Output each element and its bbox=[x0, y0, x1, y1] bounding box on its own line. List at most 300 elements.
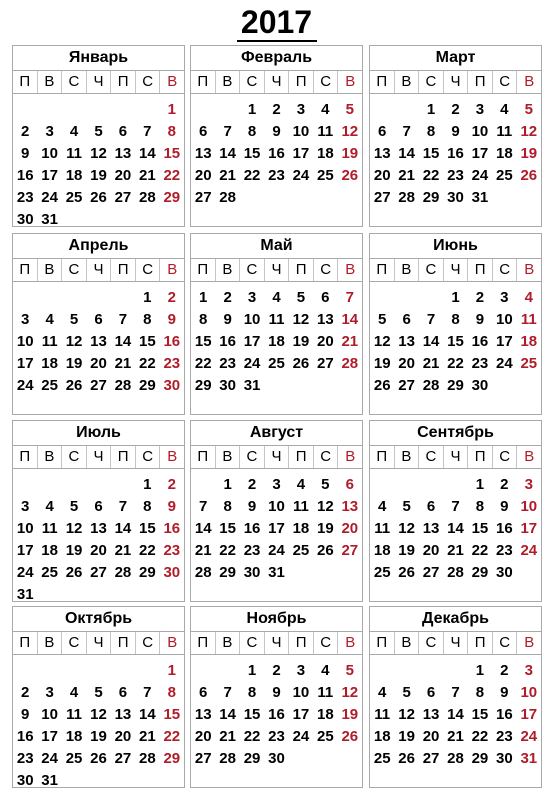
day-cell: 8 bbox=[451, 311, 460, 328]
day-cell: 15 bbox=[422, 145, 440, 162]
weekday-label: Ч bbox=[444, 446, 469, 468]
day-cell: 27 bbox=[114, 189, 132, 206]
day-cell: 5 bbox=[69, 311, 79, 328]
weekday-label: В bbox=[345, 73, 356, 90]
weekday-label: С bbox=[136, 446, 161, 468]
day-cell: 7 bbox=[223, 684, 232, 701]
day-cell: 2 bbox=[21, 684, 30, 701]
day-cell: 23 bbox=[268, 167, 285, 184]
day-cell: 28 bbox=[139, 189, 156, 206]
day-cell: 28 bbox=[219, 750, 236, 767]
day-cell: 5 bbox=[378, 311, 387, 328]
day-cell: 12 bbox=[520, 123, 538, 140]
month-block bbox=[12, 420, 185, 602]
day-cell: 3 bbox=[296, 662, 306, 679]
weekday-header bbox=[13, 71, 184, 94]
day-cell: 10 bbox=[292, 684, 310, 701]
day-cell: 12 bbox=[90, 145, 107, 162]
day-cell: 3 bbox=[296, 101, 306, 118]
day-cell: 25 bbox=[496, 167, 513, 184]
weekday-label: С bbox=[314, 71, 339, 93]
day-cell: 6 bbox=[118, 123, 128, 140]
day-cell: 2 bbox=[247, 476, 257, 493]
day-cell: 30 bbox=[16, 772, 34, 789]
day-cell: 15 bbox=[447, 333, 464, 350]
day-cell: 9 bbox=[223, 311, 232, 328]
day-cell: 26 bbox=[317, 542, 334, 559]
day-cell: 16 bbox=[16, 728, 34, 745]
day-cell: 12 bbox=[398, 706, 415, 723]
day-cell: 17 bbox=[16, 355, 34, 372]
day-cell: 29 bbox=[163, 750, 181, 767]
day-cell: 5 bbox=[69, 498, 79, 515]
weekday-label: С bbox=[314, 446, 339, 468]
year-underline bbox=[237, 40, 317, 42]
day-cell: 3 bbox=[524, 662, 533, 679]
day-cell: 24 bbox=[268, 542, 285, 559]
day-cell: 19 bbox=[65, 355, 83, 372]
day-cell: 17 bbox=[16, 542, 34, 559]
empty-cell bbox=[215, 99, 239, 121]
weekday-label: П bbox=[191, 446, 216, 468]
day-cell: 10 bbox=[243, 311, 261, 328]
month-block bbox=[190, 233, 363, 415]
weekday-label: П bbox=[191, 71, 216, 93]
year-title: 2017 bbox=[240, 4, 313, 40]
weekday-label: В bbox=[167, 261, 178, 278]
day-cell: 24 bbox=[496, 355, 513, 372]
day-cell: 21 bbox=[422, 355, 440, 372]
empty-cell bbox=[443, 660, 467, 682]
day-cell: 12 bbox=[292, 311, 310, 328]
day-cell: 27 bbox=[90, 377, 107, 394]
weekday-label: Ч bbox=[87, 71, 112, 93]
day-cell: 22 bbox=[139, 355, 156, 372]
weekday-label: П bbox=[468, 71, 493, 93]
weekday-label: С bbox=[419, 446, 444, 468]
day-cell: 2 bbox=[167, 476, 176, 493]
day-cell: 2 bbox=[451, 101, 460, 118]
weekday-label: П bbox=[191, 259, 216, 281]
day-cell: 30 bbox=[496, 750, 513, 767]
day-cell: 27 bbox=[194, 189, 212, 206]
day-cell: 7 bbox=[426, 311, 436, 328]
weekday-label: Ч bbox=[444, 71, 469, 93]
day-cell: 17 bbox=[292, 706, 310, 723]
day-cell: 31 bbox=[243, 377, 261, 394]
weekday-label: С bbox=[240, 259, 265, 281]
day-cell: 12 bbox=[341, 684, 359, 701]
empty-cell bbox=[370, 287, 394, 309]
empty-cell bbox=[62, 99, 86, 121]
day-cell: 21 bbox=[139, 167, 156, 184]
weekday-label: В bbox=[345, 261, 356, 278]
day-cell: 11 bbox=[66, 145, 82, 162]
day-cell: 6 bbox=[378, 123, 387, 140]
weekday-label: В bbox=[395, 259, 420, 281]
day-cell: 14 bbox=[114, 520, 132, 537]
day-cell: 7 bbox=[199, 498, 208, 515]
day-cell: 5 bbox=[345, 101, 354, 118]
day-cell: 29 bbox=[139, 564, 156, 581]
empty-cell bbox=[86, 99, 110, 121]
day-cell: 16 bbox=[163, 333, 181, 350]
day-grid bbox=[191, 655, 362, 770]
day-cell: 14 bbox=[194, 520, 212, 537]
day-cell: 17 bbox=[520, 520, 538, 537]
day-cell: 4 bbox=[69, 684, 79, 701]
day-cell: 28 bbox=[398, 189, 415, 206]
day-cell: 15 bbox=[139, 333, 156, 350]
day-cell: 6 bbox=[321, 289, 330, 306]
weekday-label: С bbox=[136, 259, 161, 281]
day-cell: 23 bbox=[16, 189, 34, 206]
month-name: Июль bbox=[13, 421, 184, 446]
month-block bbox=[190, 45, 363, 227]
day-cell: 2 bbox=[223, 289, 232, 306]
day-cell: 4 bbox=[45, 311, 54, 328]
day-cell: 15 bbox=[163, 706, 181, 723]
day-cell: 25 bbox=[520, 355, 538, 372]
day-cell: 14 bbox=[422, 333, 440, 350]
day-cell: 5 bbox=[321, 476, 330, 493]
day-cell: 3 bbox=[45, 684, 54, 701]
day-cell: 12 bbox=[65, 520, 83, 537]
weekday-label: П bbox=[370, 71, 395, 93]
day-cell: 10 bbox=[471, 123, 489, 140]
day-cell: 8 bbox=[223, 498, 232, 515]
day-cell: 25 bbox=[65, 189, 83, 206]
empty-cell bbox=[62, 474, 86, 496]
month-block bbox=[12, 45, 185, 227]
day-cell: 25 bbox=[373, 750, 391, 767]
day-cell: 5 bbox=[94, 684, 103, 701]
day-cell: 24 bbox=[520, 728, 538, 745]
day-cell: 9 bbox=[451, 123, 460, 140]
day-cell: 20 bbox=[317, 333, 334, 350]
month-block bbox=[190, 420, 363, 602]
day-cell: 29 bbox=[422, 189, 440, 206]
weekday-header bbox=[191, 259, 362, 282]
weekday-header bbox=[370, 632, 541, 655]
day-cell: 4 bbox=[321, 662, 330, 679]
day-cell: 11 bbox=[41, 333, 58, 350]
day-cell: 20 bbox=[422, 542, 440, 559]
weekday-label: Ч bbox=[265, 259, 290, 281]
weekday-label: П bbox=[191, 632, 216, 654]
weekday-label: В bbox=[38, 259, 63, 281]
month-name: Октябрь bbox=[13, 607, 184, 632]
weekday-label: Ч bbox=[87, 446, 112, 468]
day-cell: 13 bbox=[194, 706, 212, 723]
day-cell: 3 bbox=[45, 123, 54, 140]
day-cell: 6 bbox=[118, 684, 128, 701]
empty-cell bbox=[13, 660, 37, 682]
day-grid bbox=[13, 655, 184, 792]
empty-cell bbox=[191, 660, 215, 682]
day-cell: 26 bbox=[341, 167, 359, 184]
day-grid bbox=[370, 94, 541, 209]
day-cell: 15 bbox=[243, 145, 261, 162]
day-cell: 16 bbox=[496, 706, 513, 723]
day-cell: 28 bbox=[341, 355, 359, 372]
day-cell: 30 bbox=[243, 564, 261, 581]
month-name: Август bbox=[191, 421, 362, 446]
weekday-label: В bbox=[167, 73, 178, 90]
day-cell: 29 bbox=[194, 377, 212, 394]
day-cell: 15 bbox=[243, 706, 261, 723]
day-cell: 10 bbox=[292, 123, 310, 140]
day-cell: 21 bbox=[114, 355, 132, 372]
weekday-label: П bbox=[13, 259, 38, 281]
empty-cell bbox=[13, 474, 37, 496]
weekday-header bbox=[13, 259, 184, 282]
weekday-header bbox=[370, 71, 541, 94]
day-cell: 1 bbox=[143, 289, 152, 306]
day-cell: 24 bbox=[292, 728, 310, 745]
day-cell: 25 bbox=[317, 167, 334, 184]
empty-cell bbox=[443, 474, 467, 496]
day-cell: 2 bbox=[500, 662, 509, 679]
day-cell: 15 bbox=[139, 520, 156, 537]
weekday-label: С bbox=[62, 71, 87, 93]
day-cell: 16 bbox=[496, 520, 513, 537]
day-cell: 9 bbox=[272, 123, 281, 140]
empty-cell bbox=[191, 99, 215, 121]
day-cell: 9 bbox=[272, 684, 281, 701]
day-cell: 18 bbox=[317, 706, 334, 723]
weekday-label: В bbox=[395, 71, 420, 93]
day-cell: 7 bbox=[118, 498, 128, 515]
weekday-label: В bbox=[524, 448, 535, 465]
empty-cell bbox=[13, 287, 37, 309]
day-cell: 4 bbox=[500, 101, 509, 118]
day-cell: 14 bbox=[139, 145, 156, 162]
day-cell: 30 bbox=[163, 564, 181, 581]
weekday-header bbox=[191, 446, 362, 469]
day-cell: 1 bbox=[223, 476, 232, 493]
weekday-label: П bbox=[13, 446, 38, 468]
day-cell: 20 bbox=[90, 542, 107, 559]
day-grid bbox=[370, 655, 541, 770]
weekday-label: В bbox=[216, 446, 241, 468]
day-cell: 7 bbox=[451, 498, 460, 515]
day-cell: 25 bbox=[65, 750, 83, 767]
day-cell: 22 bbox=[471, 542, 489, 559]
weekday-label: Ч bbox=[444, 632, 469, 654]
empty-cell bbox=[37, 99, 61, 121]
weekday-label: С bbox=[62, 259, 87, 281]
day-cell: 12 bbox=[65, 333, 83, 350]
day-cell: 2 bbox=[167, 289, 176, 306]
weekday-label: С bbox=[493, 632, 518, 654]
weekday-label: С bbox=[240, 71, 265, 93]
day-cell: 23 bbox=[496, 542, 513, 559]
day-cell: 26 bbox=[398, 750, 415, 767]
day-cell: 20 bbox=[194, 728, 212, 745]
day-cell: 28 bbox=[447, 564, 464, 581]
day-cell: 12 bbox=[90, 706, 107, 723]
day-cell: 21 bbox=[219, 728, 236, 745]
day-cell: 2 bbox=[21, 123, 30, 140]
day-cell: 9 bbox=[167, 311, 176, 328]
day-cell: 30 bbox=[163, 377, 181, 394]
empty-cell bbox=[111, 660, 135, 682]
day-cell: 18 bbox=[373, 542, 391, 559]
day-cell: 1 bbox=[199, 289, 208, 306]
day-cell: 28 bbox=[422, 377, 440, 394]
empty-cell bbox=[37, 474, 61, 496]
day-cell: 13 bbox=[422, 520, 440, 537]
month-name: Май bbox=[191, 234, 362, 259]
day-cell: 24 bbox=[243, 355, 261, 372]
day-cell: 12 bbox=[317, 498, 334, 515]
day-cell: 19 bbox=[317, 520, 334, 537]
day-cell: 8 bbox=[247, 684, 257, 701]
day-cell: 15 bbox=[471, 520, 489, 537]
day-cell: 29 bbox=[243, 750, 261, 767]
day-cell: 30 bbox=[268, 750, 285, 767]
day-cell: 19 bbox=[520, 145, 538, 162]
day-cell: 19 bbox=[90, 728, 107, 745]
day-cell: 23 bbox=[16, 750, 34, 767]
day-cell: 1 bbox=[167, 662, 176, 679]
weekday-label: В bbox=[395, 632, 420, 654]
day-cell: 21 bbox=[219, 167, 236, 184]
month-block bbox=[369, 45, 542, 227]
weekday-label: В bbox=[524, 261, 535, 278]
day-cell: 23 bbox=[219, 355, 236, 372]
day-cell: 27 bbox=[194, 750, 212, 767]
weekday-header bbox=[13, 446, 184, 469]
day-cell: 21 bbox=[341, 333, 359, 350]
weekday-label: П bbox=[111, 71, 136, 93]
day-cell: 23 bbox=[447, 167, 464, 184]
day-cell: 6 bbox=[402, 311, 411, 328]
month-block bbox=[12, 606, 185, 788]
day-cell: 30 bbox=[471, 377, 489, 394]
weekday-label: П bbox=[468, 446, 493, 468]
weekday-label: С bbox=[62, 446, 87, 468]
day-cell: 3 bbox=[21, 498, 30, 515]
weekday-label: В bbox=[345, 634, 356, 651]
day-cell: 26 bbox=[520, 167, 538, 184]
day-cell: 24 bbox=[41, 750, 58, 767]
day-cell: 19 bbox=[373, 355, 391, 372]
day-cell: 1 bbox=[426, 101, 436, 118]
day-cell: 17 bbox=[243, 333, 261, 350]
month-name: Июнь bbox=[370, 234, 541, 259]
empty-cell bbox=[394, 99, 418, 121]
day-cell: 22 bbox=[422, 167, 440, 184]
month-block bbox=[369, 233, 542, 415]
day-cell: 17 bbox=[41, 167, 58, 184]
month-block bbox=[12, 233, 185, 415]
day-cell: 27 bbox=[422, 564, 440, 581]
day-cell: 20 bbox=[373, 167, 391, 184]
month-name: Сентябрь bbox=[370, 421, 541, 446]
day-cell: 17 bbox=[520, 706, 538, 723]
day-cell: 19 bbox=[90, 167, 107, 184]
day-cell: 6 bbox=[426, 498, 436, 515]
weekday-label: В bbox=[38, 446, 63, 468]
day-cell: 16 bbox=[268, 145, 285, 162]
day-cell: 11 bbox=[317, 684, 334, 701]
day-cell: 25 bbox=[317, 728, 334, 745]
day-cell: 7 bbox=[451, 684, 460, 701]
day-cell: 8 bbox=[143, 311, 152, 328]
weekday-label: В bbox=[167, 448, 178, 465]
day-grid bbox=[370, 282, 541, 397]
day-cell: 10 bbox=[496, 311, 513, 328]
day-cell: 26 bbox=[341, 728, 359, 745]
empty-cell bbox=[13, 99, 37, 121]
day-cell: 22 bbox=[139, 542, 156, 559]
day-cell: 30 bbox=[16, 211, 34, 228]
day-cell: 14 bbox=[219, 145, 236, 162]
weekday-label: С bbox=[62, 632, 87, 654]
day-cell: 24 bbox=[520, 542, 538, 559]
day-cell: 10 bbox=[520, 498, 538, 515]
day-cell: 19 bbox=[341, 706, 359, 723]
day-cell: 7 bbox=[118, 311, 128, 328]
empty-cell bbox=[419, 474, 443, 496]
empty-cell bbox=[111, 287, 135, 309]
month-block bbox=[369, 420, 542, 602]
empty-cell bbox=[394, 287, 418, 309]
day-cell: 14 bbox=[398, 145, 415, 162]
day-cell: 1 bbox=[451, 289, 460, 306]
day-cell: 14 bbox=[114, 333, 132, 350]
day-cell: 25 bbox=[41, 564, 58, 581]
day-cell: 19 bbox=[65, 542, 83, 559]
month-block bbox=[190, 606, 363, 788]
day-cell: 18 bbox=[373, 728, 391, 745]
day-cell: 20 bbox=[194, 167, 212, 184]
day-cell: 29 bbox=[139, 377, 156, 394]
day-cell: 6 bbox=[199, 684, 208, 701]
day-cell: 29 bbox=[219, 564, 236, 581]
weekday-label: Ч bbox=[265, 446, 290, 468]
day-cell: 26 bbox=[65, 564, 83, 581]
day-cell: 6 bbox=[426, 684, 436, 701]
weekday-header bbox=[191, 632, 362, 655]
day-cell: 8 bbox=[143, 498, 152, 515]
day-cell: 23 bbox=[471, 355, 489, 372]
day-cell: 30 bbox=[496, 564, 513, 581]
day-cell: 13 bbox=[341, 498, 359, 515]
day-cell: 3 bbox=[272, 476, 281, 493]
weekday-label: С bbox=[493, 259, 518, 281]
empty-cell bbox=[135, 99, 159, 121]
day-cell: 25 bbox=[292, 542, 310, 559]
day-cell: 13 bbox=[373, 145, 391, 162]
day-cell: 14 bbox=[219, 706, 236, 723]
month-name: Февраль bbox=[191, 46, 362, 71]
day-cell: 1 bbox=[247, 101, 257, 118]
day-cell: 3 bbox=[524, 476, 533, 493]
day-cell: 21 bbox=[447, 542, 464, 559]
weekday-header bbox=[370, 259, 541, 282]
empty-cell bbox=[62, 287, 86, 309]
weekday-header bbox=[13, 632, 184, 655]
weekday-label: С bbox=[314, 632, 339, 654]
day-cell: 14 bbox=[447, 520, 464, 537]
day-cell: 14 bbox=[447, 706, 464, 723]
day-cell: 8 bbox=[475, 684, 485, 701]
day-grid bbox=[13, 94, 184, 231]
weekday-label: С bbox=[314, 259, 339, 281]
